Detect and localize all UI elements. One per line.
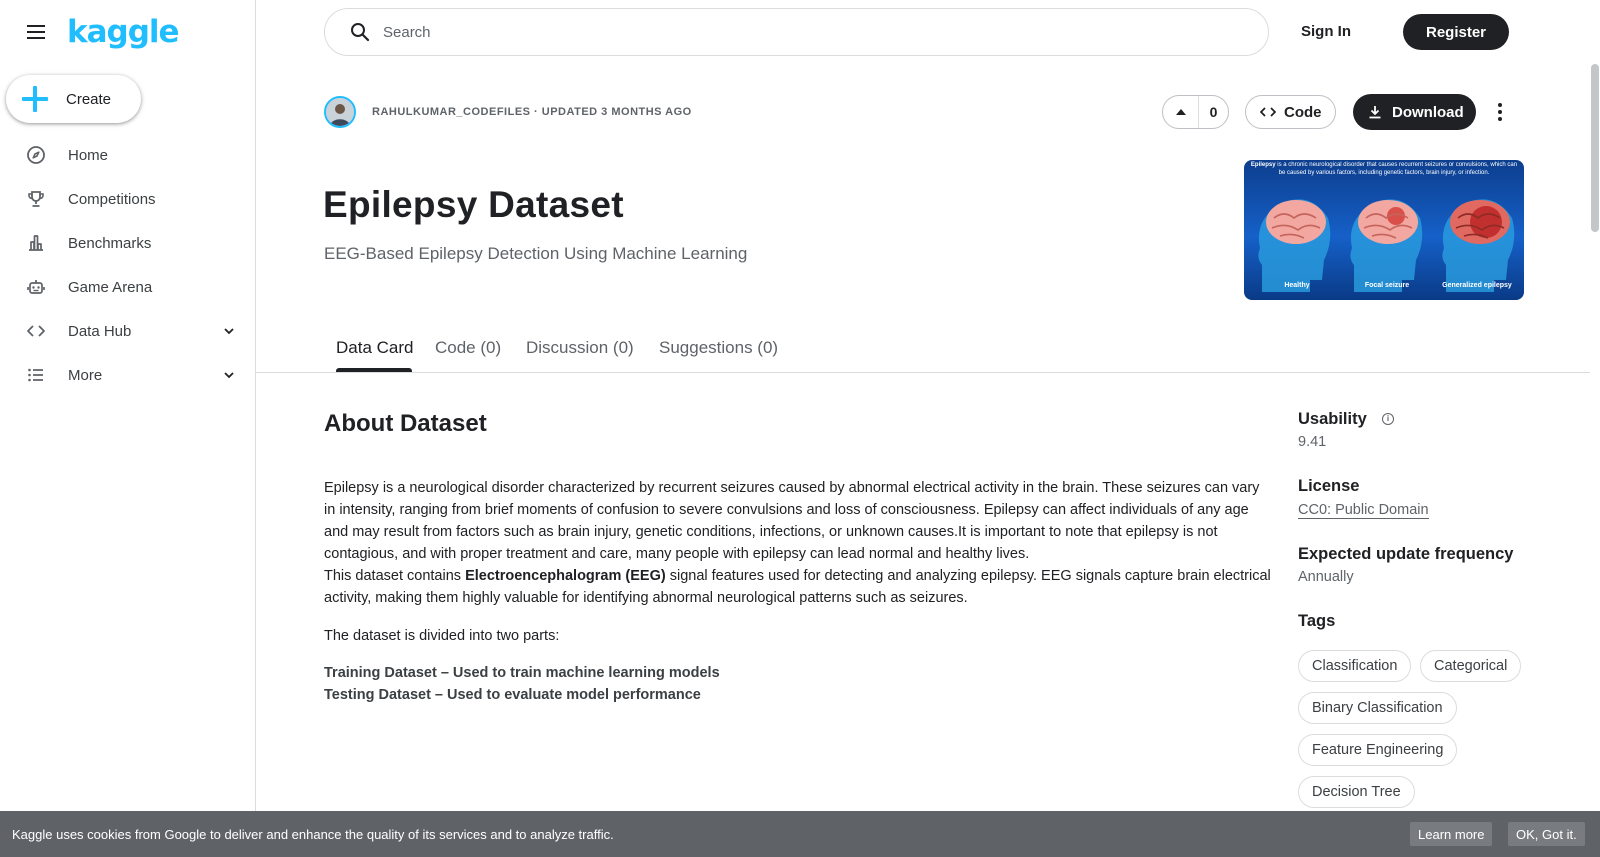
about-paragraph: Epilepsy is a neurological disorder characterized by recurrent seizures caused by abnormal electrical activity in the brain. These seizures can vary in intensity, ranging from brief moments of confusion to severe convulsions and loss of consciousness. Epilepsy can affect individuals of any age and may result from factors such as brain injury, genetic conditions, infections, or unknown causes.It is important to note that epilepsy is not contagious, and with proper treatment and care, many people with epilepsy can lead normal and healthy lives. bbox=[324, 480, 1260, 562]
about-content bbox=[324, 477, 1272, 706]
tag-chip[interactable]: Classification bbox=[1298, 650, 1411, 682]
cookie-ok-button[interactable]: OK, Got it. bbox=[1508, 822, 1585, 846]
tag-chip[interactable]: Feature Engineering bbox=[1298, 734, 1457, 766]
thumbnail-caption-text: is a chronic neurological disorder that causes recurrent seizures or convulsions, which can be caused by various factors, including genetic factors, brain injury, or infection. bbox=[1275, 162, 1518, 176]
download-button[interactable] bbox=[1353, 94, 1476, 130]
avatar[interactable] bbox=[324, 96, 356, 128]
update-frequency-label: Expected update frequency bbox=[1298, 545, 1514, 563]
code-button[interactable] bbox=[1245, 95, 1336, 129]
search-input[interactable] bbox=[383, 24, 1183, 41]
active-tab-indicator bbox=[336, 368, 412, 372]
sidebar-item-more[interactable] bbox=[0, 353, 256, 397]
upvote-button[interactable] bbox=[1163, 96, 1199, 128]
create-label: Create bbox=[66, 90, 112, 108]
tab-data-card[interactable]: Data Card bbox=[336, 338, 414, 357]
chevron-down-icon[interactable] bbox=[222, 368, 236, 382]
tab-discussion[interactable]: Discussion (0) bbox=[526, 338, 634, 357]
thumbnail-label-focal: Focal seizure bbox=[1364, 282, 1410, 289]
about-text: This dataset contains bbox=[324, 568, 466, 584]
sidebar-item-game-arena[interactable] bbox=[0, 265, 256, 309]
license-link[interactable]: CC0: Public Domain bbox=[1298, 502, 1429, 518]
about-bold-term: Electroencephalogram (EEG) bbox=[465, 568, 666, 584]
code-icon bbox=[1260, 105, 1276, 119]
trophy-icon bbox=[26, 189, 46, 209]
dataset-tabs bbox=[256, 328, 1590, 373]
thumbnail-label-generalized: Generalized epilepsy bbox=[1442, 282, 1512, 289]
tag-chip[interactable]: Categorical bbox=[1420, 650, 1521, 682]
about-text: signal features used for detecting and analyzing epilepsy. EEG signals capture brain electrical activity, making them highly valuable for identifying abnormal neurological patterns such as seizures. bbox=[324, 568, 1271, 606]
page-title: Epilepsy Dataset bbox=[323, 184, 624, 225]
hamburger-menu-icon[interactable] bbox=[24, 20, 48, 44]
create-button[interactable] bbox=[6, 75, 141, 123]
usability-value: 9.41 bbox=[1298, 434, 1327, 450]
sidebar-item-competitions[interactable] bbox=[0, 177, 256, 221]
bar-chart-icon bbox=[26, 233, 46, 253]
about-paragraph-eeg bbox=[324, 565, 1272, 609]
license-label: License bbox=[1298, 477, 1360, 495]
cookie-banner bbox=[0, 811, 1600, 857]
brain-illustration bbox=[1244, 160, 1524, 300]
sign-in-button[interactable]: Sign In bbox=[1301, 23, 1351, 40]
caret-up-icon bbox=[1175, 107, 1187, 117]
kaggle-logo[interactable]: kaggle bbox=[67, 14, 179, 50]
tag-chip[interactable]: Decision Tree bbox=[1298, 776, 1415, 808]
sidebar-header bbox=[24, 16, 179, 48]
usability-label: Usability bbox=[1298, 410, 1367, 428]
sidebar-item-home[interactable] bbox=[0, 133, 256, 177]
info-icon[interactable]: i bbox=[1382, 413, 1394, 425]
sidebar-item-label: Home bbox=[68, 146, 109, 164]
list-icon bbox=[26, 365, 46, 385]
code-icon bbox=[26, 321, 46, 341]
upvote-control bbox=[1162, 95, 1229, 129]
dataset-meta: RAHULKUMAR_CODEFILES · UPDATED 3 MONTHS AGO bbox=[372, 106, 692, 118]
sidebar-item-data-hub[interactable] bbox=[0, 309, 256, 353]
search-bar[interactable] bbox=[324, 8, 1269, 56]
cookie-message: Kaggle uses cookies from Google to deliver and enhance the quality of its services and to analyze traffic. bbox=[12, 826, 614, 842]
tab-code[interactable]: Code (0) bbox=[435, 338, 502, 357]
download-button-label: Download bbox=[1392, 103, 1464, 121]
register-button[interactable]: Register bbox=[1403, 14, 1509, 50]
thumbnail-caption-bold: Epilepsy bbox=[1250, 162, 1276, 168]
about-paragraph-parts: The dataset is divided into two parts: bbox=[324, 628, 560, 644]
vote-count: 0 bbox=[1209, 104, 1218, 120]
code-button-label: Code bbox=[1284, 103, 1322, 121]
download-icon bbox=[1368, 105, 1382, 119]
sidebar-item-label: More bbox=[68, 366, 103, 384]
sidebar-item-label: Benchmarks bbox=[68, 234, 152, 252]
tags-label: Tags bbox=[1298, 612, 1336, 630]
more-options-icon[interactable] bbox=[1494, 100, 1506, 124]
compass-icon bbox=[26, 145, 46, 165]
plus-icon bbox=[22, 86, 48, 112]
sidebar-nav bbox=[0, 133, 256, 397]
about-list-item: Training Dataset – Used to train machine learning models bbox=[324, 665, 720, 681]
chevron-down-icon[interactable] bbox=[222, 324, 236, 338]
sidebar-item-benchmarks[interactable] bbox=[0, 221, 256, 265]
search-icon bbox=[349, 21, 371, 43]
about-heading: About Dataset bbox=[324, 410, 487, 437]
robot-icon bbox=[26, 277, 46, 297]
sidebar-item-label: Data Hub bbox=[68, 322, 132, 340]
update-frequency-value: Annually bbox=[1298, 569, 1354, 585]
sidebar bbox=[0, 0, 256, 857]
tab-suggestions[interactable]: Suggestions (0) bbox=[659, 338, 779, 357]
sidebar-item-label: Game Arena bbox=[68, 278, 153, 296]
tag-chip[interactable]: Binary Classification bbox=[1298, 692, 1457, 724]
sidebar-item-label: Competitions bbox=[68, 190, 156, 208]
learn-more-button[interactable]: Learn more bbox=[1410, 822, 1492, 846]
page-subtitle: EEG-Based Epilepsy Detection Using Machine Learning bbox=[324, 244, 748, 263]
about-list-item: Testing Dataset – Used to evaluate model performance bbox=[324, 687, 701, 703]
dataset-thumbnail bbox=[1244, 160, 1524, 300]
page-scrollbar[interactable] bbox=[1591, 64, 1599, 232]
thumbnail-label-healthy: Healthy bbox=[1284, 282, 1310, 289]
